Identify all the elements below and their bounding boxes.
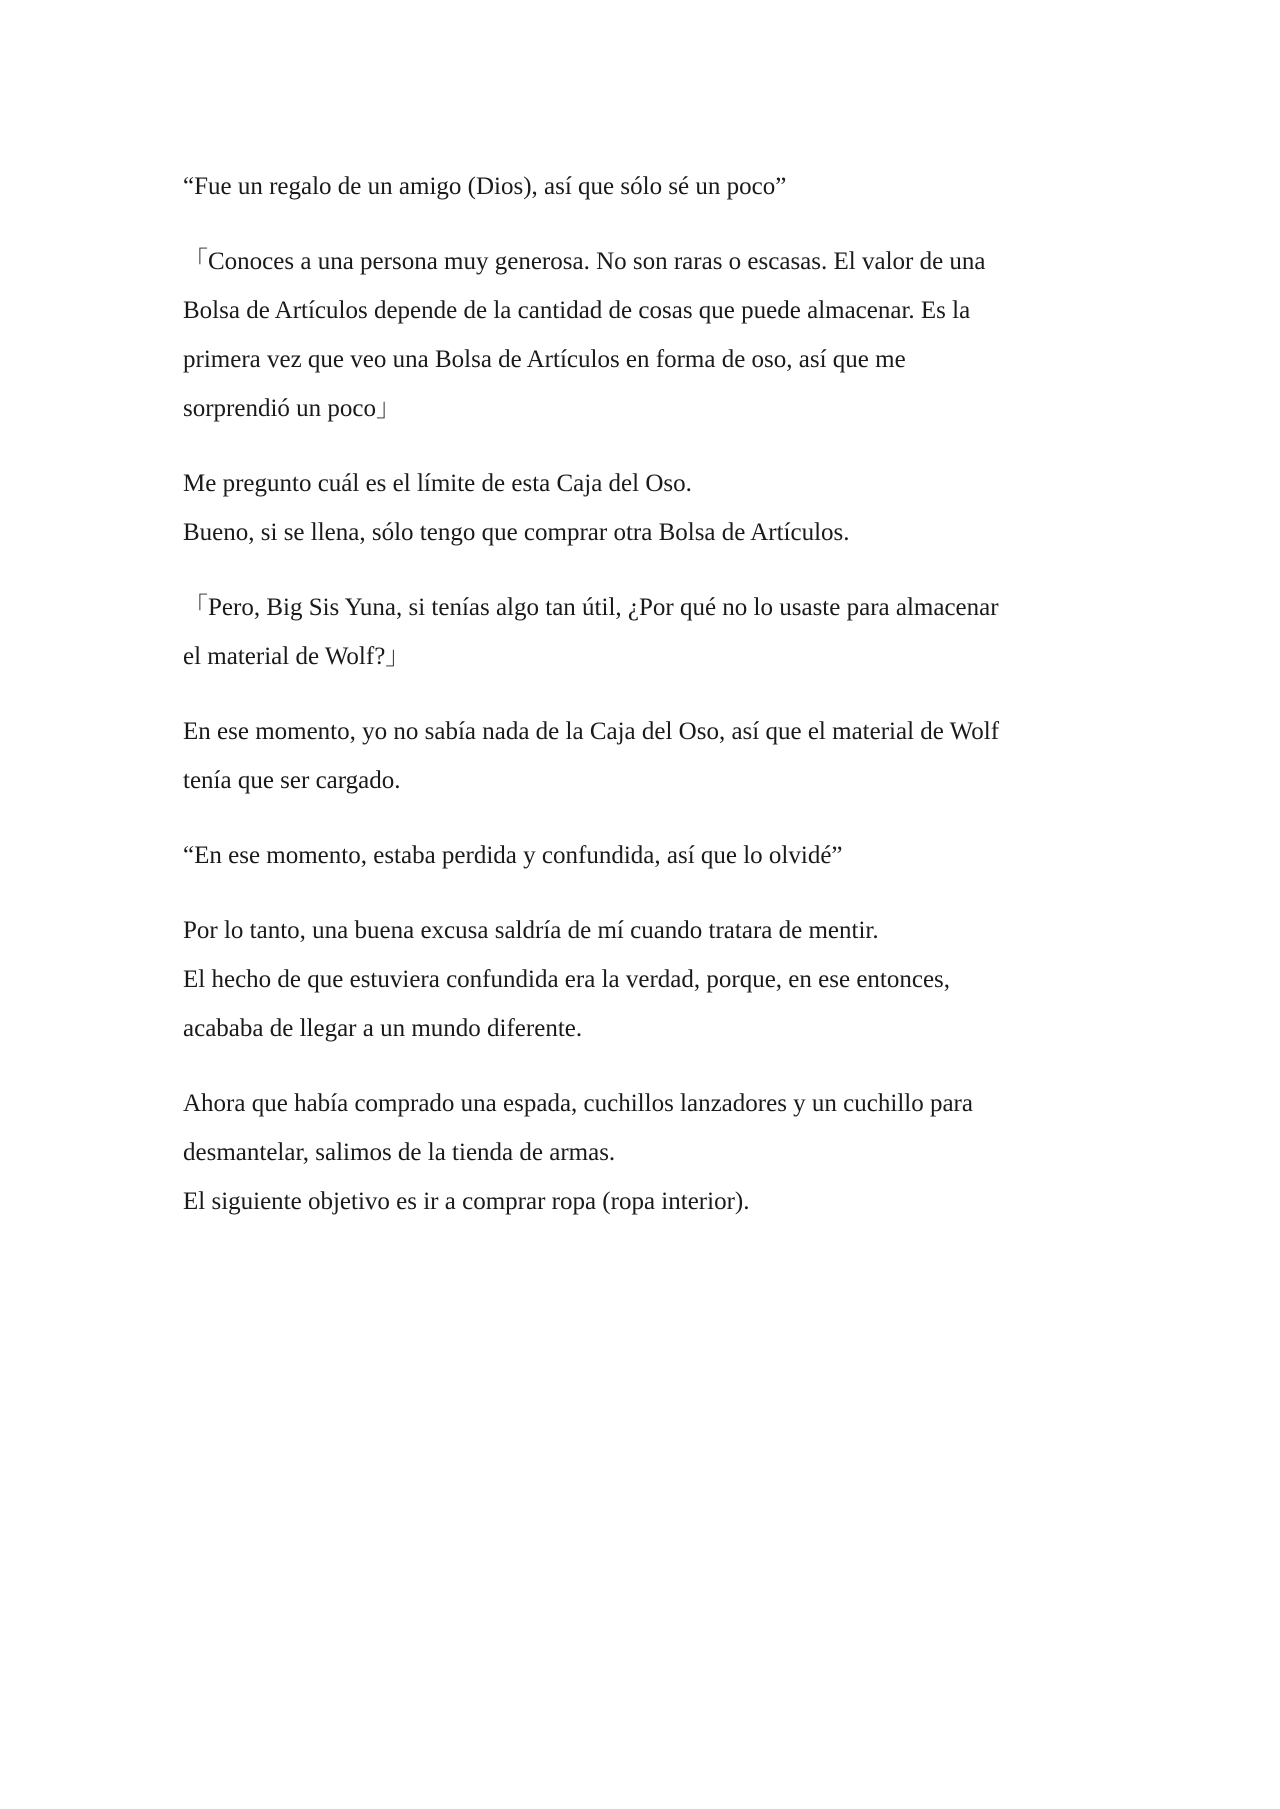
text-line: 「Conoces a una persona muy generosa. No son raras o escasas. El valor de una <box>183 248 986 275</box>
text-line: Bolsa de Artículos depende de la cantidad de cosas que puede almacenar. Es la <box>183 297 971 324</box>
text-line: “En ese momento, estaba perdida y confundida, así que lo olvidé” <box>183 842 843 869</box>
text-line: El siguiente objetivo es ir a comprar ropa (ropa interior). <box>183 1188 750 1215</box>
paragraph-7 <box>183 906 1113 1053</box>
text-line: Por lo tanto, una buena excusa saldría de mí cuando tratara de mentir. <box>183 917 879 944</box>
text-line: Ahora que había comprado una espada, cuchillos lanzadores y un cuchillo para <box>183 1090 973 1117</box>
text-line: acababa de llegar a un mundo diferente. <box>183 1015 583 1042</box>
paragraph-3 <box>183 459 1113 557</box>
paragraph-5 <box>183 707 1113 805</box>
text-line: tenía que ser cargado. <box>183 767 401 794</box>
paragraph-8 <box>183 1079 1113 1226</box>
text-line: En ese momento, yo no sabía nada de la Caja del Oso, así que el material de Wolf <box>183 718 1000 745</box>
text-line: Me pregunto cuál es el límite de esta Caja del Oso. <box>183 470 692 497</box>
text-line: desmantelar, salimos de la tienda de armas. <box>183 1139 616 1166</box>
paragraph-1 <box>183 162 1113 211</box>
text-line: “Fue un regalo de un amigo (Dios), así que sólo sé un poco” <box>183 173 787 200</box>
text-line: sorprendió un poco」 <box>183 395 402 422</box>
document-body <box>183 162 1113 1252</box>
text-line: El hecho de que estuviera confundida era la verdad, porque, en ese entonces, <box>183 966 951 993</box>
text-line: el material de Wolf?」 <box>183 643 411 670</box>
text-line: primera vez que veo una Bolsa de Artículos en forma de oso, así que me <box>183 346 906 373</box>
paragraph-6 <box>183 831 1113 880</box>
paragraph-2 <box>183 237 1113 433</box>
text-line: Bueno, si se llena, sólo tengo que comprar otra Bolsa de Artículos. <box>183 519 850 546</box>
paragraph-4 <box>183 583 1113 681</box>
text-line: 「Pero, Big Sis Yuna, si tenías algo tan útil, ¿Por qué no lo usaste para almacenar <box>183 594 999 621</box>
